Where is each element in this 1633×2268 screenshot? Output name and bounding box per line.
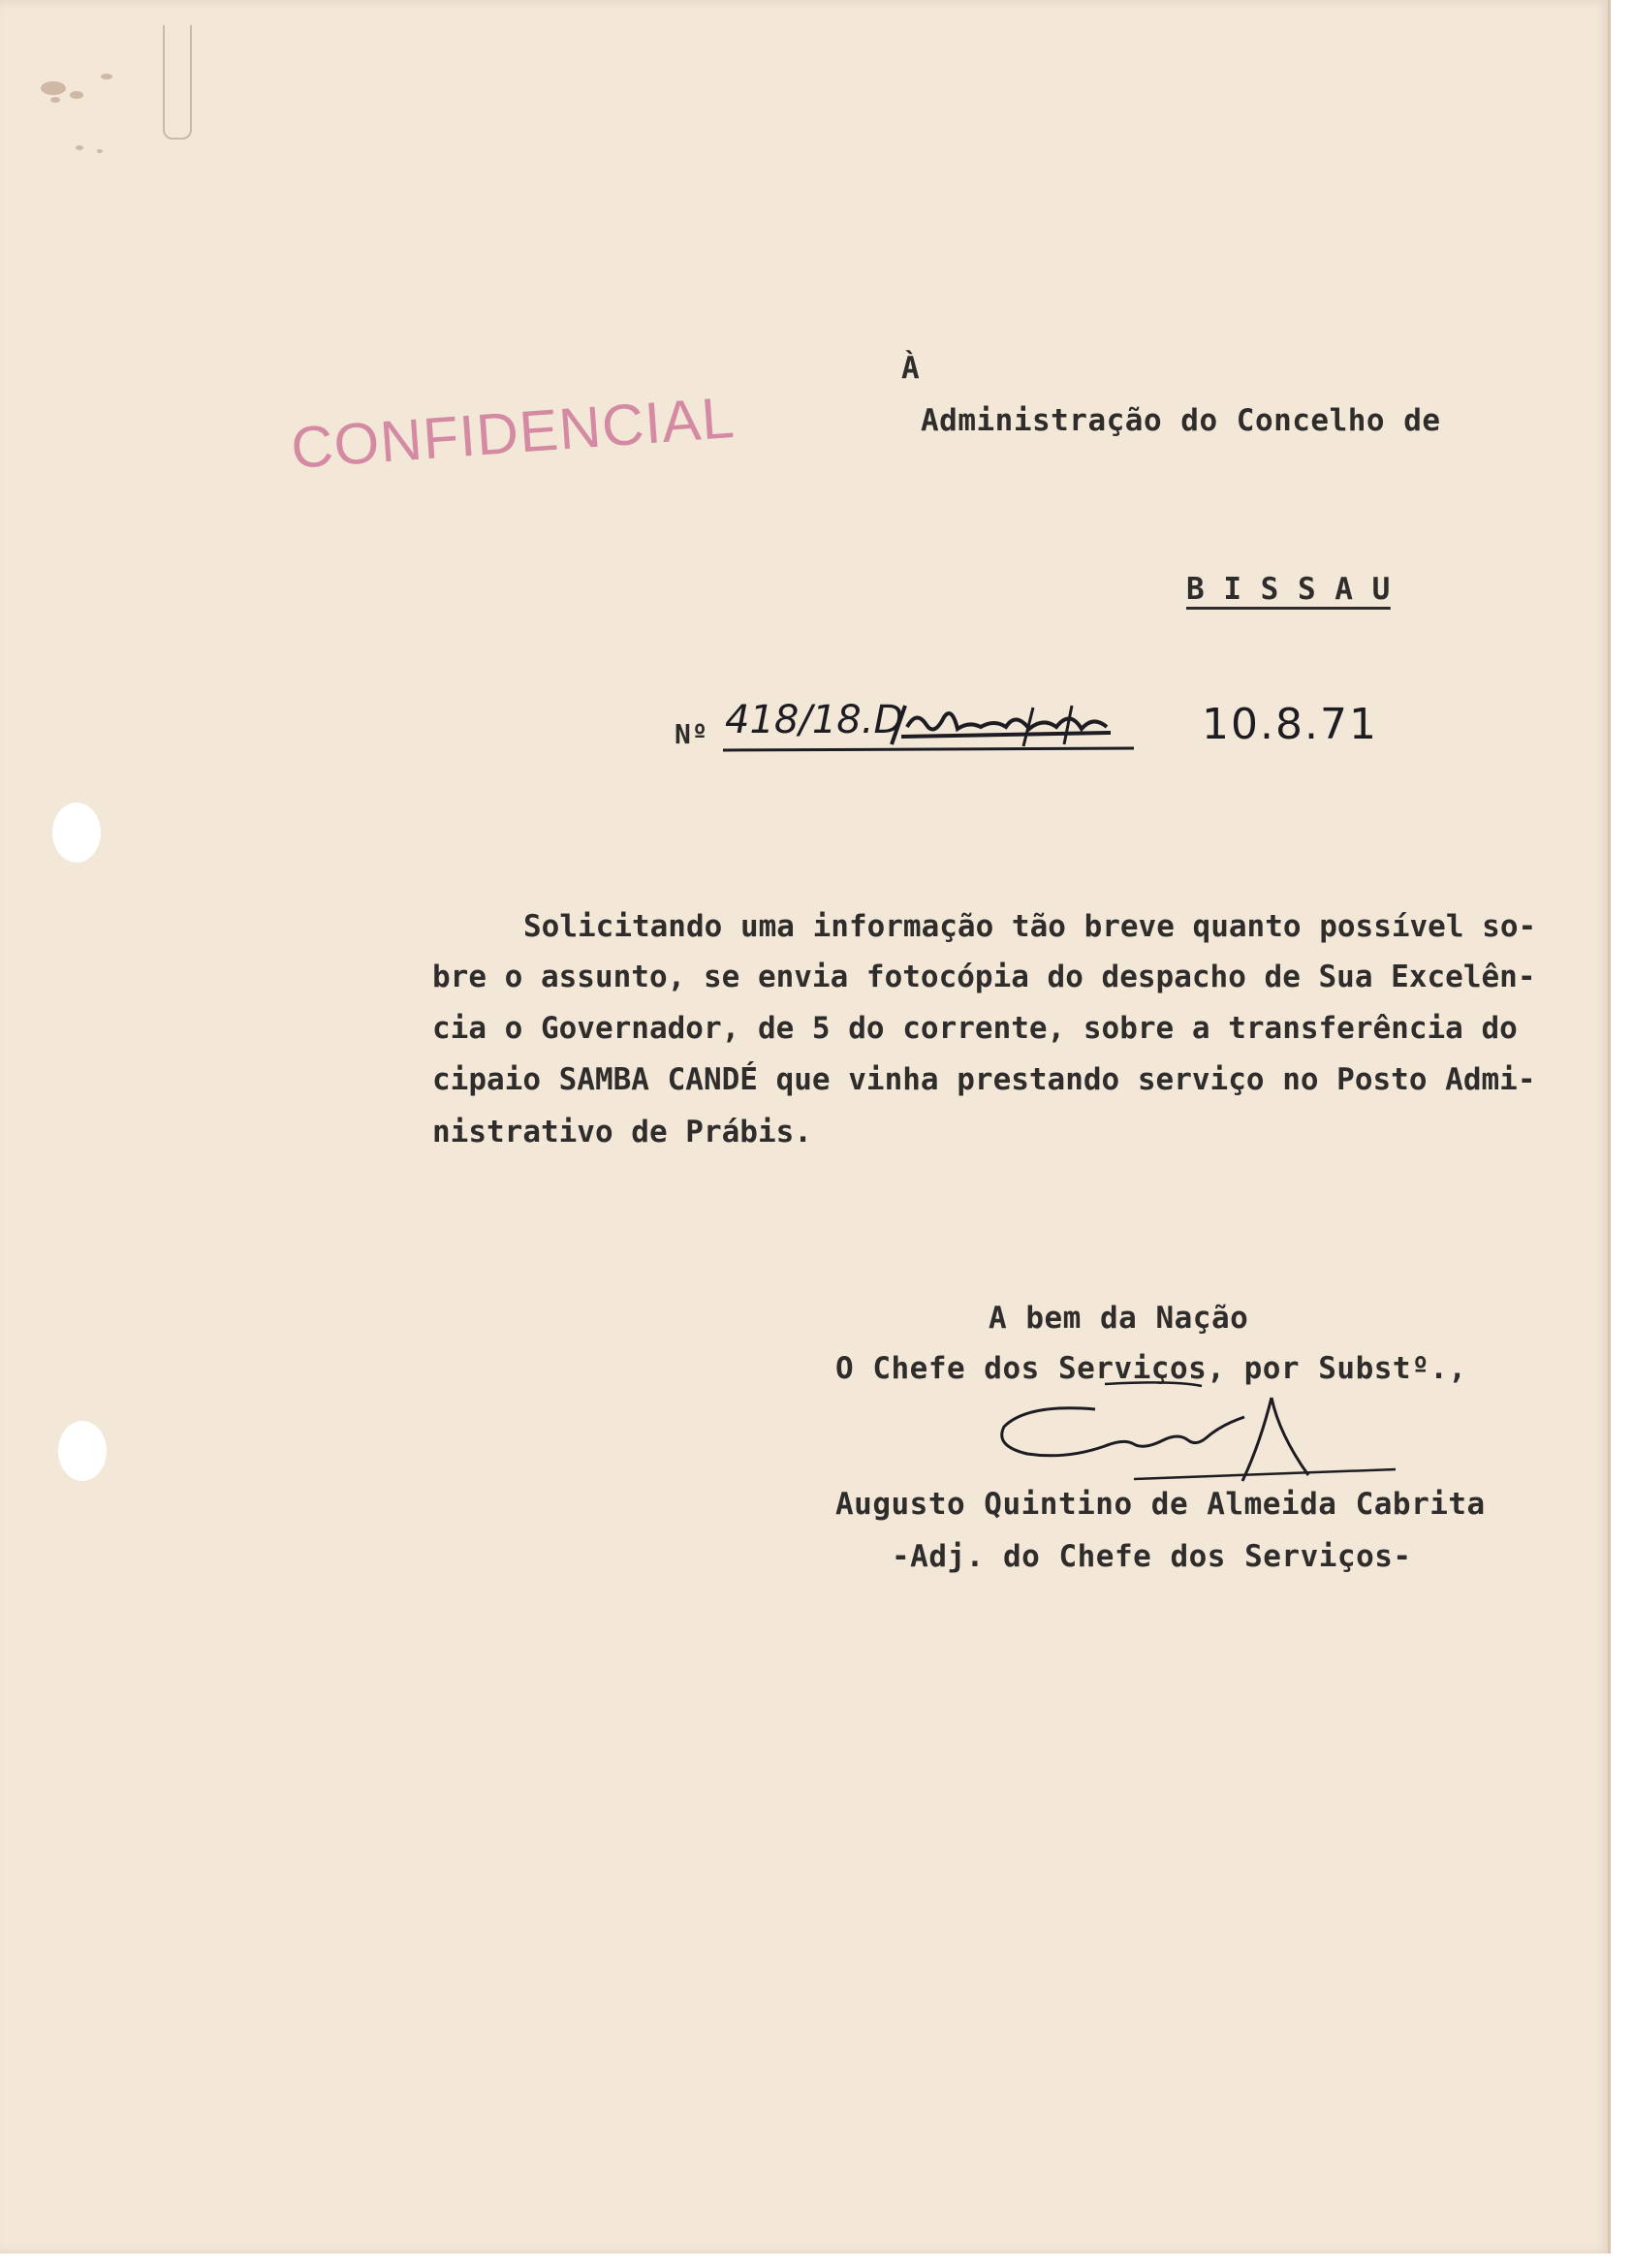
signatory-title: -Adj. do Chefe dos Serviços- <box>892 1539 1412 1574</box>
closing-phrase: A bem da Nação <box>989 1301 1249 1336</box>
stain-mark <box>76 145 83 150</box>
to-prefix: À <box>901 351 921 386</box>
punch-hole-bottom <box>58 1421 107 1481</box>
reference-underline <box>721 740 1138 760</box>
signatory-name: Augusto Quintino de Almeida Cabrita <box>835 1487 1486 1522</box>
recipient-city: B I S S A U <box>1186 572 1391 607</box>
signatory-role: O Chefe dos Serviços, por Substº., <box>835 1351 1467 1386</box>
body-line: cia o Governador, de 5 do corrente, sobre a transferência do <box>432 1011 1518 1046</box>
stain-mark <box>101 74 112 79</box>
stain-mark <box>70 91 83 99</box>
stain-mark <box>41 81 66 95</box>
body-line: cipaio SAMBA CANDÉ que vinha prestando serviço no Posto Admi- <box>432 1062 1536 1097</box>
handwritten-date: 10.8.71 <box>1202 700 1378 749</box>
body-line: bre o assunto, se envia fotocópia do despacho de Sua Excelên- <box>432 960 1536 994</box>
paperclip-mark <box>163 25 192 140</box>
stain-mark <box>50 97 60 103</box>
reference-handwritten: 418/18.D <box>725 698 904 742</box>
body-line: Solicitando uma informação tão breve quanto possível so- <box>523 909 1537 944</box>
paper-edge <box>1608 0 1611 2253</box>
punch-hole-top <box>52 803 101 863</box>
reference-prefix: Nº <box>675 718 708 750</box>
reference-number <box>725 698 903 742</box>
recipient-line: Administração do Concelho de <box>921 403 1441 438</box>
signature <box>989 1376 1415 1493</box>
body-line: nistrativo de Prábis. <box>432 1115 812 1150</box>
stain-mark <box>97 149 103 153</box>
confidential-stamp: CONFIDENCIAL <box>289 384 738 481</box>
